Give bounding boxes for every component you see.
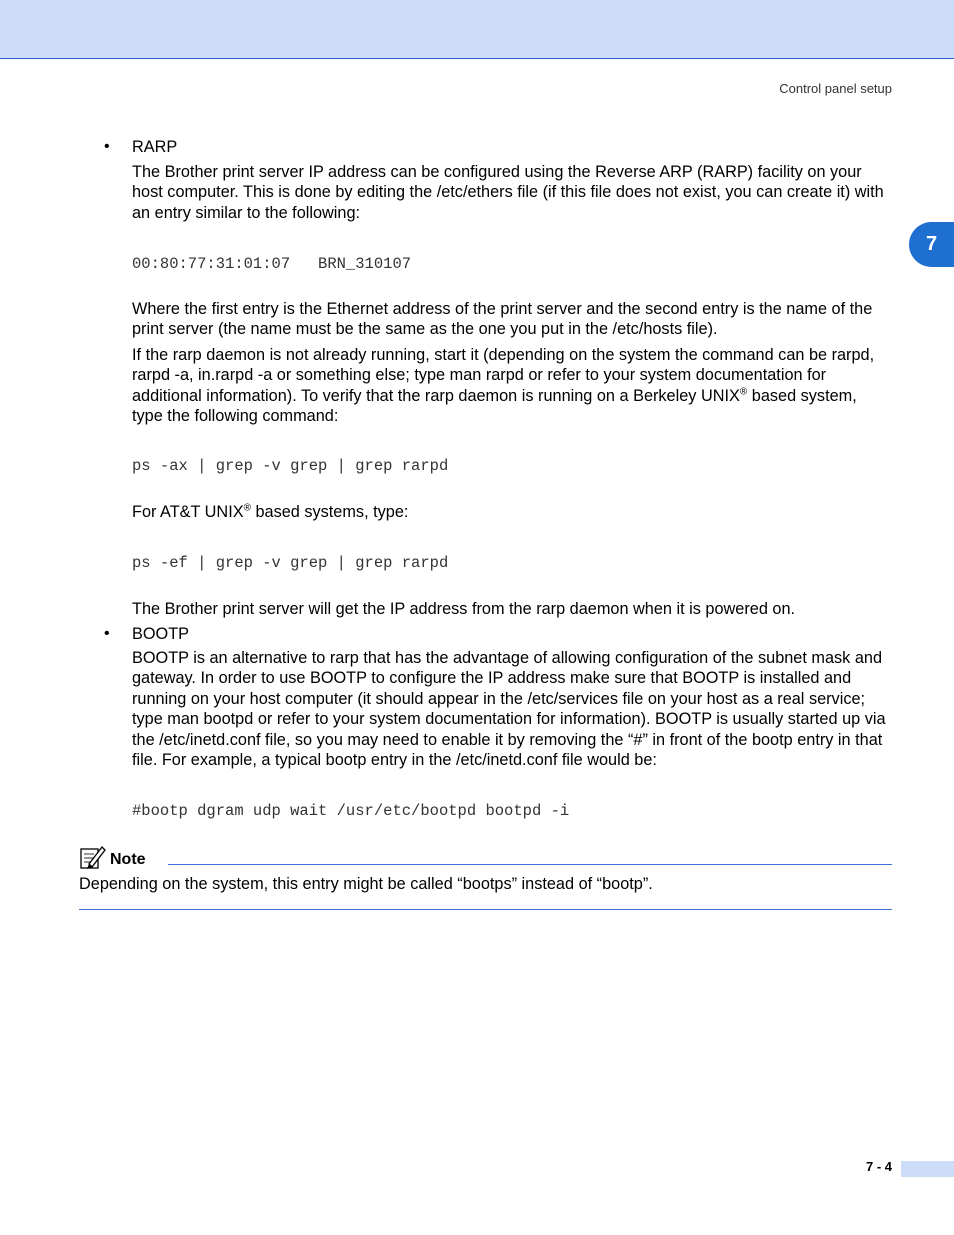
running-head: Control panel setup [779,81,892,96]
note-top-rule [168,864,892,865]
att-paragraph [132,502,892,522]
ethers-entry: 00:80:77:31:01:07 BRN_310107 [132,255,412,273]
rarp-explanation: Where the first entry is the Ethernet address of the print server and the second entry is the name of the print server (the name must be the same as the one you put in the /etc/hosts file). [132,300,873,339]
bootp-body: BOOTP is an alternative to rarp that has the advantage of allowing configuration of the subnet mask and gateway. In order to use BOOTP to configure the IP address make sure that BOOTP is installed and running on your host computer (it should appear in the /etc/services file on your host as a real service; type man bootpd or refer to your system documentation for information). BOOTP is usually started up via the /etc/inetd.conf file, so you may need to enable it by removing the “#” in front of the bootp entry in that file. For example, a typical bootp entry in the /etc/inetd.conf file would be: [132,649,886,770]
bootp-heading: BOOTP [132,625,189,643]
page-number: 7 - 4 [865,1159,892,1174]
registered-mark: ® [243,502,251,514]
rarp-closing: The Brother print server will get the IP address from the rarp daemon when it is powered on. [132,600,796,618]
bullet-icon: • [104,138,110,155]
att-text: For AT&T UNIX [132,503,244,521]
note-header [78,843,892,871]
att-command: ps -ef | grep -v grep | grep rarpd [132,554,449,572]
registered-mark: ® [739,386,748,398]
note-text: Depending on the system, this entry might be called “bootps” instead of “bootp”. [79,875,653,893]
note-bottom-rule [79,909,892,910]
berkeley-command: ps -ax | grep -v grep | grep rarpd [132,457,449,475]
page-tab [901,1161,954,1177]
att-text-end: based systems, type: [250,503,409,521]
rarp-daemon-paragraph [132,345,892,427]
inetd-entry: #bootp dgram udp wait /usr/etc/bootpd bootpd -i [132,802,570,820]
rarp-daemon-text: If the rarp daemon is not already running, start it (depending on the system the command can be rarpd, rarpd -a, in.rarpd -a or something else; type man rarpd or refer to your system documentation for additional information). To verify that the rarp daemon is running on a Berkeley UNIX [132,346,875,405]
bullet-icon: • [104,625,110,642]
note-label: Note [110,851,146,868]
note-pencil-icon [78,843,106,871]
header-band [0,0,954,59]
rarp-intro: The Brother print server IP address can be configured using the Reverse ARP (RARP) facility on your host computer. This is done by editing the /etc/ethers file (if this file does not exist, you can create it) with an entry similar to the following: [132,163,884,222]
rarp-heading: RARP [132,138,178,156]
rarp-daemon-text-end: based system, type the following command: [132,386,857,426]
chapter-tab: 7 [909,222,954,267]
